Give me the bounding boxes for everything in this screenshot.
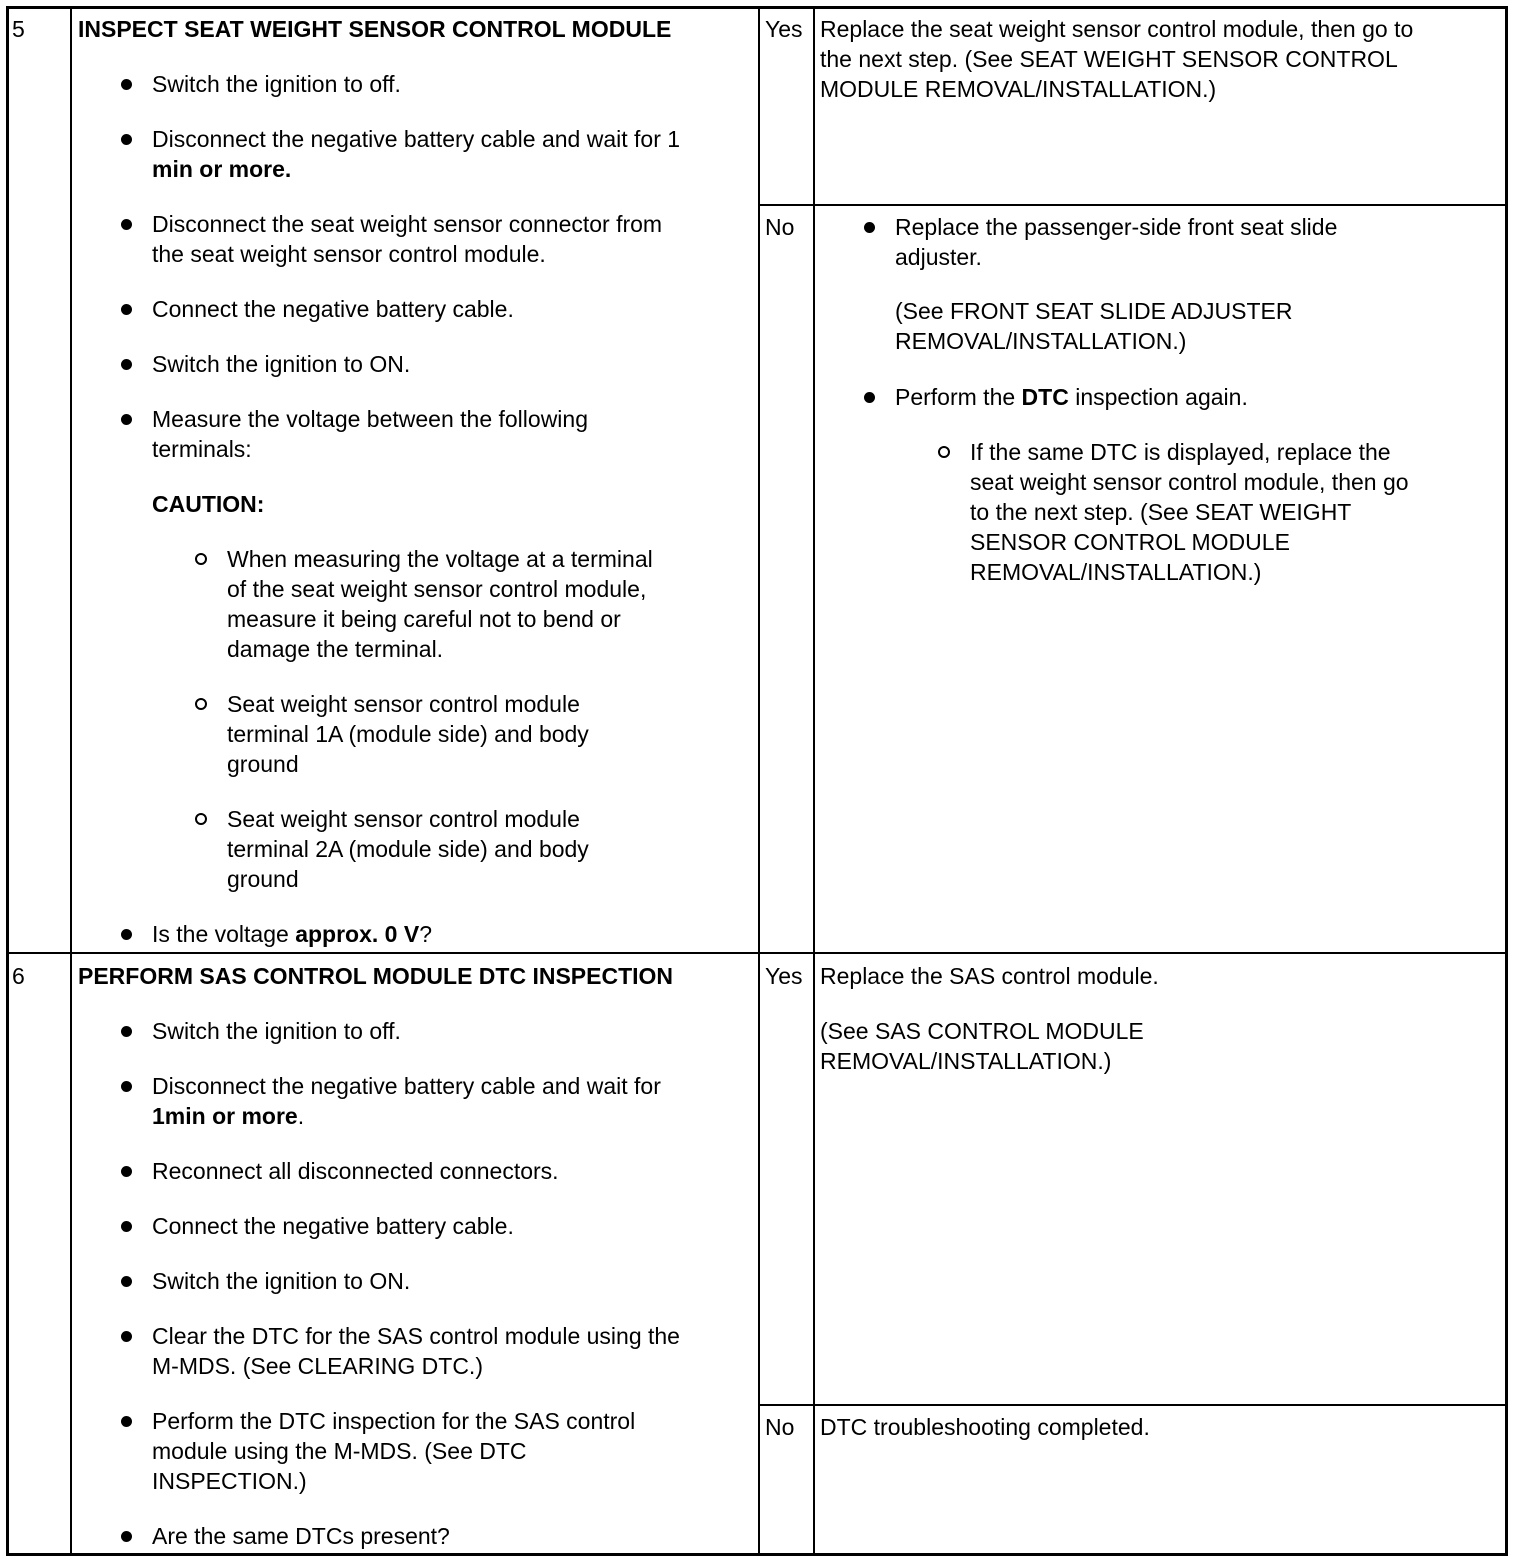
caution-text: Seat weight sensor control module [227,806,580,832]
action-text: Disconnect the negative battery cable and wait for 1 [152,126,681,152]
caution-label: CAUTION: [152,491,265,517]
row-divider [6,952,1508,954]
no-result-subtext: to the next step. (See SEAT WEIGHT [970,499,1352,525]
bullet-icon [121,134,132,145]
action-text: Connect the negative battery cable. [152,296,514,322]
no-label: No [765,1414,795,1440]
caution-text: of the seat weight sensor control module, [227,576,647,602]
yes-result-reference: REMOVAL/INSTALLATION.) [820,1048,1112,1074]
bullet-icon [121,79,132,90]
action-text-emphasis-line [152,1101,304,1131]
row5-yes-no-divider [758,204,1508,206]
action-text: Switch the ignition to off. [152,1018,401,1044]
bullet-icon [121,359,132,370]
no-result-text [895,382,1248,412]
action-text: Reconnect all disconnected connectors. [152,1158,559,1184]
sub-bullet-icon [195,553,207,565]
bullet-icon [121,1026,132,1037]
action-text: Disconnect the negative battery cable and wait for [152,1073,661,1099]
caution-text: ground [227,866,299,892]
action-text-suffix: . [297,1103,305,1129]
column-divider-answer [813,6,815,1556]
action-text: INSPECTION.) [152,1468,307,1494]
sub-bullet-icon [938,446,950,458]
bullet-icon [864,222,875,233]
yes-result-text: Replace the seat weight sensor control module, then go to [820,16,1414,42]
question-prefix: Is the voltage [152,921,296,947]
caution-text: Seat weight sensor control module [227,691,580,717]
yes-result-text: Replace the SAS control module. [820,963,1159,989]
question-value: approx. 0 V [295,921,420,947]
caution-text: terminal 2A (module side) and body [227,836,589,862]
bullet-icon [121,1166,132,1177]
yes-result-text: MODULE REMOVAL/INSTALLATION.) [820,76,1217,102]
step-title: PERFORM SAS CONTROL MODULE DTC INSPECTION [78,963,674,989]
table-border-bottom [6,1553,1508,1556]
sub-bullet-icon [195,698,207,710]
action-text: the seat weight sensor control module. [152,241,546,267]
table-border-right [1505,6,1508,1556]
yes-result-reference: (See SAS CONTROL MODULE [820,1018,1144,1044]
yes-result-text: the next step. (See SEAT WEIGHT SENSOR CONTROL [820,46,1398,72]
no-result-prefix: Perform the [895,384,1022,410]
no-result-emphasis: DTC [1021,384,1069,410]
bullet-icon [121,1221,132,1232]
bullet-icon [121,1531,132,1542]
action-text: terminals: [152,436,252,462]
caution-text: measure it being careful not to bend or [227,606,621,632]
no-result-subtext: REMOVAL/INSTALLATION.) [970,559,1262,585]
row6-yes-no-divider [758,1404,1508,1406]
bullet-icon [121,304,132,315]
question-suffix: ? [419,921,432,947]
bullet-icon [121,929,132,940]
action-text: Disconnect the seat weight sensor connector from [152,211,663,237]
column-divider-step [70,6,72,1556]
question-text: Are the same DTCs present? [152,1523,450,1549]
action-text: Switch the ignition to ON. [152,1268,411,1294]
step-number: 5 [12,16,25,42]
action-text: M-MDS. (See CLEARING DTC.) [152,1353,483,1379]
no-result-subtext: seat weight sensor control module, then go [970,469,1409,495]
bullet-icon [864,392,875,403]
table-border-left [6,6,9,1556]
no-result-subtext: SENSOR CONTROL MODULE [970,529,1290,555]
column-divider-action [758,6,760,1556]
no-result-subtext: If the same DTC is displayed, replace the [970,439,1391,465]
yes-label: Yes [765,963,803,989]
no-result-text: adjuster. [895,244,982,270]
action-text: Connect the negative battery cable. [152,1213,514,1239]
bullet-icon [121,219,132,230]
action-text: Switch the ignition to ON. [152,351,411,377]
yes-label: Yes [765,16,803,42]
action-text-emphasis: 1min or more [152,1103,298,1129]
no-label: No [765,214,795,240]
question-text [152,919,432,949]
step-title: INSPECT SEAT WEIGHT SENSOR CONTROL MODULE [78,16,672,42]
sub-bullet-icon [195,813,207,825]
caution-text: When measuring the voltage at a terminal [227,546,653,572]
action-text: Switch the ignition to off. [152,71,401,97]
bullet-icon [121,1331,132,1342]
no-result-reference: (See FRONT SEAT SLIDE ADJUSTER [895,298,1293,324]
bullet-icon [121,1081,132,1092]
bullet-icon [121,1276,132,1287]
no-result-text: Replace the passenger-side front seat slide [895,214,1338,240]
caution-text: terminal 1A (module side) and body [227,721,589,747]
action-text: Perform the DTC inspection for the SAS control [152,1408,636,1434]
action-text-emphasis: min or more. [152,156,292,182]
action-text: Measure the voltage between the following [152,406,589,432]
table-border-top [6,6,1508,9]
caution-text: ground [227,751,299,777]
no-result-reference: REMOVAL/INSTALLATION.) [895,328,1187,354]
no-result-suffix: inspection again. [1068,384,1248,410]
no-result-text: DTC troubleshooting completed. [820,1414,1150,1440]
bullet-icon [121,414,132,425]
caution-text: damage the terminal. [227,636,444,662]
action-text: Clear the DTC for the SAS control module using the [152,1323,680,1349]
step-number: 6 [12,963,25,989]
action-text: module using the M-MDS. (See DTC [152,1438,527,1464]
bullet-icon [121,1416,132,1427]
